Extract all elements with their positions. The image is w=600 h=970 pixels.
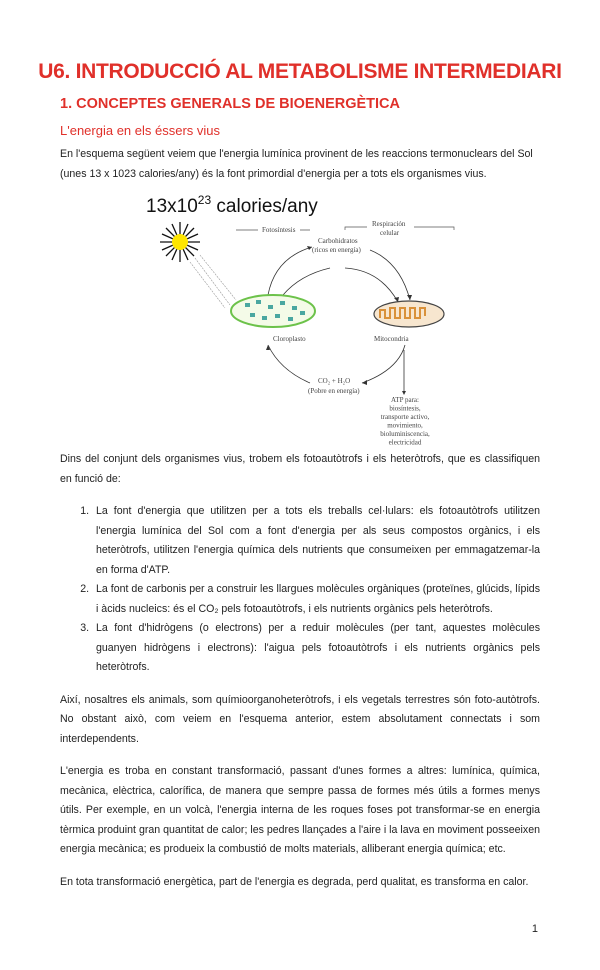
subsection-heading: L'energia en els éssers vius — [60, 123, 221, 138]
list-item: 1. La font d'energia que utilitzen per a tots els treballs cel·lulars: els fotoautòtrofs utilitzen l'energia lumínica del Sol com a font d'energia per als seus compostos orgànics, i els heteròtrofs, utilitzen l'energia química dels nutrients que consumeixen per emmagatzemar-la en forma d'ATP. — [92, 502, 540, 580]
body-text — [60, 0, 540, 970]
mitochondria-label: Mitocondria — [374, 335, 409, 343]
classification-list — [60, 502, 540, 678]
intro-paragraph: En l'esquema següent veiem que l'energia lumínica provinent de les reaccions termonuclears del Sol (unes 13 x 1023 calories/any) és la font primordial d'energia per a tots els organismes vius. — [60, 148, 533, 180]
co2-label: CO₂ + H₂O — [318, 377, 351, 385]
energy-paragraph: L'energia es troba en constant transformació, passant d'unes formes a altres: lumínica, química, mecànica, elèctrica, calorífica, de manera que sempre passa de formes més útils a formes menys útils. Per exemple, en un volcà, l'energia interna de les roques foses pot transformar-se en energia tèrmica produint gran quantitat de calor; les pedres llançades a l'aire i la lava en moviment posseeixen energia mecànica; es produeix la combustió de molts materials, alliberant energia química; etc. — [60, 765, 540, 855]
atp-line: electricidad — [388, 438, 422, 447]
respiration-label: Respiración — [372, 220, 406, 228]
heat-paragraph: En tota transformació energètica, part de l'energia es degrada, perd qualitat, es transforma en calor. — [60, 875, 529, 888]
respiration-label-2: celular — [380, 229, 400, 237]
animals-paragraph: Així, nosaltres els animals, som químioorganoheteròtrofs, i els vegetals terrestres són foto-autòtrofs. No obstant això, com veiem en l'esquema anterior, estem absolutament connectats i som interdependents. — [60, 693, 540, 745]
co2-label-2: (Pobre en energía) — [308, 387, 360, 395]
classification-paragraph: Dins del conjunt dels organismes vius, trobem els fotoautòtrofs i els heteròtrofs, que es classifiquen en funció de: — [60, 453, 540, 485]
atp-line: transporte activo, — [380, 413, 430, 421]
atp-line: biosíntesis, — [389, 404, 421, 413]
page-title: U6. INTRODUCCIÓ AL METABOLISME INTERMEDIARI — [38, 60, 562, 83]
atp-line: ATP para: — [391, 396, 419, 404]
atp-line: bioluminiscencia, — [380, 430, 430, 438]
carbohydrates-label-2: (ricos en energía) — [312, 246, 361, 254]
chloroplast-label: Cloroplasto — [273, 335, 306, 343]
atp-line: movimiento, — [387, 421, 423, 430]
list-item: 3. La font d'hidrògens (o electrons) per a reduir molècules (per tant, aquestes molècules guanyen hidrògens i electrons): l'aigua pels fotoautòtrofs i els nutrients orgànics pels heteròtrofs. — [92, 619, 540, 678]
list-item: 2. La font de carbonis per a construir les llargues molècules orgàniques (proteïnes, glúcids, lípids i àcids nucleics: és el CO₂ pels fotoautòtrofs, i els nutrients orgànics pels heteròtrofs. — [92, 580, 540, 619]
carbohydrates-label: Carbohidratos — [318, 237, 358, 245]
photosynthesis-label: Fotosíntesis — [262, 226, 296, 234]
diagram-heading: $13x10^{23}$ calories/any — [146, 193, 318, 217]
page-number: 1 — [531, 923, 538, 935]
section-heading: 1. CONCEPTES GENERALS DE BIOENERGÈTICA — [60, 96, 400, 112]
